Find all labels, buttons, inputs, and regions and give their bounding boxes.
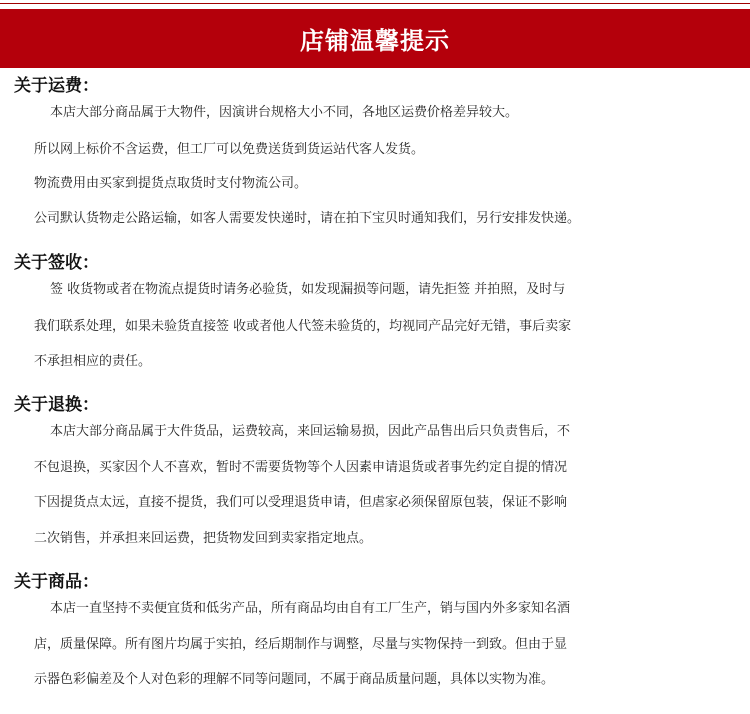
section-products — [14, 570, 736, 710]
paragraph-line: 示器色彩偏差及个人对色彩的理解不同等问题同，不属于商品质量问题，具体以实物为准。 — [34, 672, 555, 687]
paragraph-line: 本店大部分商品属于大物件，因演讲台规格大小不同，各地区运费价格差异较大。 — [50, 105, 519, 120]
paragraph-line: 下因提货点太远，直接不提货，我们可以受理退货申请，但虐家必须保留原包装，保证不影响 — [34, 495, 568, 510]
section-title-products: 关于商品： — [14, 572, 99, 592]
section-returns — [14, 393, 736, 553]
paragraph-line: 签 收货物或者在物流点提货时请务必验货，如发现漏损等问题，请先拒签 并拍照，及时与 — [50, 282, 566, 297]
paragraph-line: 不承担相应的责任。 — [34, 354, 152, 369]
section-shipping — [14, 74, 736, 234]
paragraph-line: 我们联系处理，如果未验货直接签 收或者他人代签未验货的，均视同产品完好无错，事后卖家 — [34, 319, 572, 334]
section-title-shipping: 关于运费： — [14, 76, 99, 96]
paragraph-line: 二次销售，并承担来回运费，把货物发回到卖家指定地点。 — [34, 531, 373, 546]
section-title-returns: 关于退换： — [14, 395, 99, 415]
paragraph-line: 本店一直坚持不卖便宜货和低劣产品，所有商品均由自有工厂生产，销与国内外多家知名酒 — [50, 601, 571, 616]
page-title: 店铺温馨提示 — [300, 27, 450, 55]
paragraph-line: 店，质量保障。所有图片均属于实拍，经后期制作与调整，尽量与实物保持一到致。但由于显 — [34, 637, 568, 652]
paragraph-line: 物流费用由买家到提货点取货时支付物流公司。 — [34, 176, 308, 191]
paragraph-line: 所以网上标价不含运费，但工厂可以免费送货到货运站代客人发货。 — [34, 142, 425, 157]
paragraph-line: 本店大部分商品属于大件货品，运费较高，来回运输易损，因此产品售出后只负责售后，不 — [50, 424, 571, 439]
header-banner — [0, 9, 750, 68]
section-title-receipt: 关于签收： — [14, 253, 99, 273]
paragraph-line: 公司默认货物走公路运输，如客人需要发快递时，请在拍下宝贝时通知我们，另行安排发快递。 — [34, 211, 581, 226]
top-divider — [0, 3, 750, 4]
section-receipt — [14, 251, 736, 381]
paragraph-line: 不包退换，买家因个人不喜欢，暂时不需要货物等个人因素申请退货或者事先约定自提的情况 — [34, 460, 568, 475]
